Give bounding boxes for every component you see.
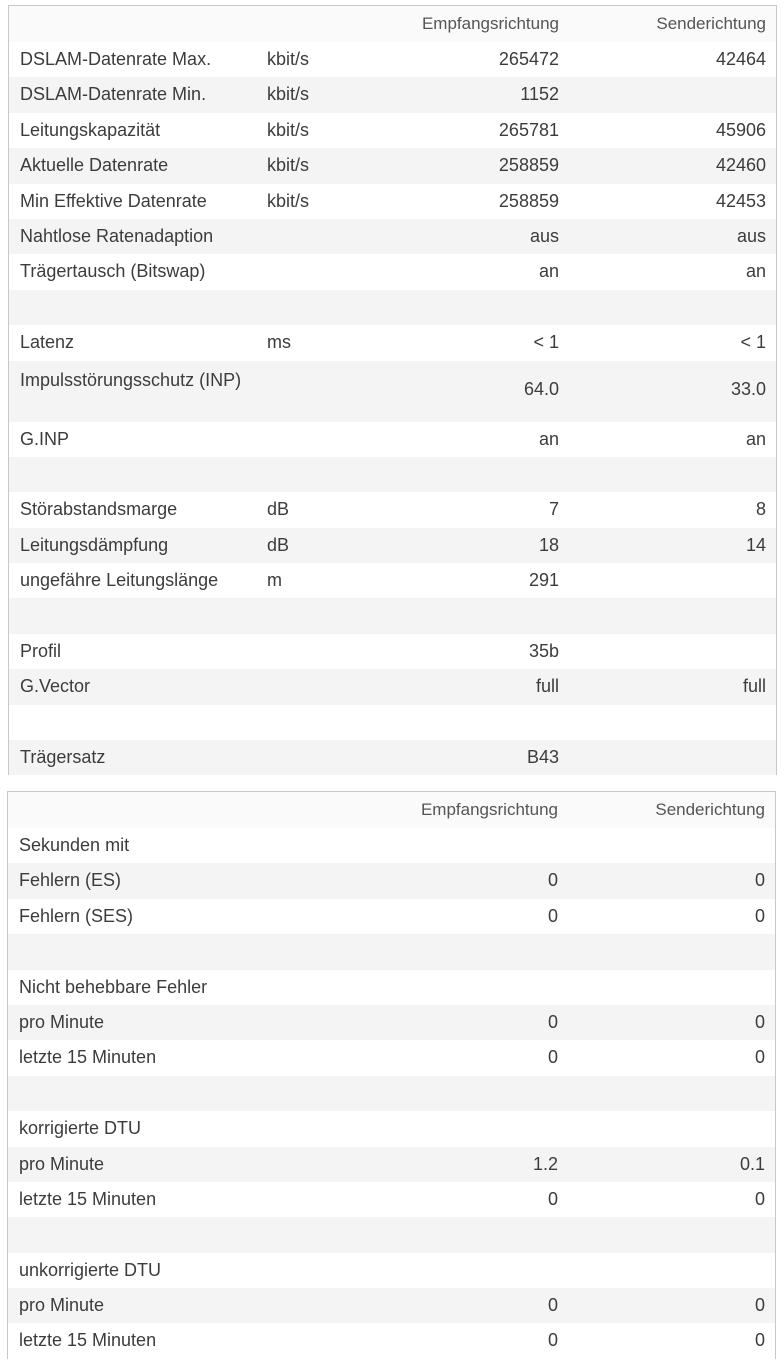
row-down: 1.2 [532,1153,558,1174]
table-row [9,219,776,254]
row-label: korrigierte DTU [19,1118,142,1139]
row-down: 0 [547,1047,558,1068]
row-up: 0 [754,905,765,926]
row-down: 0 [547,1011,558,1032]
table-row [8,1253,775,1288]
row-up: 14 [745,534,766,555]
row-label: Nicht behebbare Fehler [19,976,208,997]
row-up: an [745,261,766,282]
table-row [8,863,775,898]
row-up: 0 [754,1047,765,1068]
row-label: Impulsstörungsschutz (INP) [20,369,242,390]
table-row [8,1323,775,1358]
row-label: Trägertausch (Bitswap) [20,261,206,282]
table-row [9,361,776,422]
table-row [8,1076,775,1111]
line-stats-table [8,5,777,775]
row-down: 0 [547,1330,558,1351]
row-unit: kbit/s [267,155,310,176]
table-header [8,792,775,829]
row-up: an [745,428,766,449]
row-label: Fehlern (ES) [19,870,122,891]
table-row [9,492,776,527]
row-up: 42464 [715,49,766,69]
table-row [8,1182,775,1217]
table-row [9,184,776,219]
header-up: Senderichtung [655,800,765,819]
table-row [9,77,776,112]
row-up: 0.1 [739,1153,765,1174]
table-row [9,563,776,598]
table-row [8,1040,775,1075]
row-label: G.Vector [20,676,91,697]
row-down: < 1 [533,332,559,353]
row-up: 42453 [715,190,766,211]
error-stats-table [7,791,776,1359]
row-unit: dB [267,499,290,520]
row-label: Profil [20,640,62,661]
row-down: 291 [528,570,559,591]
table-row [9,290,776,325]
row-label: pro Minute [19,1153,105,1174]
table-body [9,42,776,775]
row-label: Fehlern (SES) [19,905,134,926]
row-down: 265781 [498,119,559,140]
header-down: Empfangsrichtung [421,14,559,33]
row-up: 33.0 [730,378,766,399]
row-label: Nahtlose Ratenadaption [20,225,214,246]
row-label: ungefähre Leitungslänge [20,570,219,591]
table-row [9,740,776,775]
row-unit: dB [267,534,290,555]
row-down: 258859 [498,155,559,176]
table-header [9,6,776,43]
table-row [8,1147,775,1182]
row-label: pro Minute [19,1011,105,1032]
table-row [9,42,776,77]
row-label: letzte 15 Minuten [19,1188,157,1209]
row-label: Latenz [20,332,75,353]
table-row [8,970,775,1005]
row-up: 0 [754,870,765,891]
table-row [8,1111,775,1146]
row-up: aus [736,225,766,246]
row-label: letzte 15 Minuten [19,1330,157,1351]
row-label: DSLAM-Datenrate Max. [20,49,212,69]
row-up: 45906 [715,119,766,140]
row-up: 0 [754,1295,765,1316]
row-label: DSLAM-Datenrate Min. [20,84,207,105]
row-label: Min Effektive Datenrate [20,190,207,211]
row-down: 0 [547,905,558,926]
row-label: Leitungsdämpfung [20,534,169,555]
row-up: 42460 [715,155,766,176]
table-row [9,598,776,633]
row-label: Leitungskapazität [20,119,161,140]
row-unit: m [267,570,282,591]
row-label: Trägersatz [20,747,106,768]
row-down: aus [529,225,559,246]
table-body [8,828,775,1359]
row-label: unkorrigierte DTU [19,1259,162,1280]
table-row [8,934,775,969]
table-row [8,1005,775,1040]
row-label: letzte 15 Minuten [19,1047,157,1068]
row-down: full [535,676,559,697]
row-unit: kbit/s [267,84,310,105]
table-row [8,828,775,863]
row-down: 0 [547,1188,558,1209]
row-down: B43 [526,747,559,768]
row-down: an [538,428,559,449]
table-row [8,899,775,934]
row-label: Sekunden mit [19,835,130,855]
row-label: G.INP [20,428,70,449]
table-row [9,113,776,148]
row-up: 8 [755,499,766,520]
row-down: 64.0 [523,378,559,399]
row-up: < 1 [740,332,766,353]
row-up: 0 [754,1330,765,1351]
row-down: 258859 [498,190,559,211]
row-down: 7 [548,499,559,520]
table-row [9,634,776,669]
header-up: Senderichtung [656,14,766,33]
table-row [9,254,776,289]
table-row [8,1217,775,1252]
row-label: Störabstandsmarge [20,499,178,520]
row-label: pro Minute [19,1295,105,1316]
table-row [9,422,776,457]
row-label: Aktuelle Datenrate [20,155,169,176]
row-down: an [538,261,559,282]
row-down: 1152 [520,84,559,105]
row-up: full [742,676,766,697]
row-down: 35b [528,640,559,661]
row-up: 0 [754,1188,765,1209]
row-down: 0 [547,1295,558,1316]
table-row [8,1288,775,1323]
table-row [9,457,776,492]
row-down: 0 [547,870,558,891]
row-unit: kbit/s [267,190,310,211]
row-down: 18 [538,534,559,555]
table-row [9,148,776,183]
row-up: 0 [754,1011,765,1032]
header-down: Empfangsrichtung [420,800,558,819]
table-row [9,528,776,563]
row-unit: kbit/s [267,119,310,140]
row-down: 265472 [498,49,559,69]
row-unit: kbit/s [267,49,310,69]
table-row [9,325,776,360]
table-row [9,705,776,740]
row-unit: ms [267,332,291,353]
table-row [9,669,776,704]
